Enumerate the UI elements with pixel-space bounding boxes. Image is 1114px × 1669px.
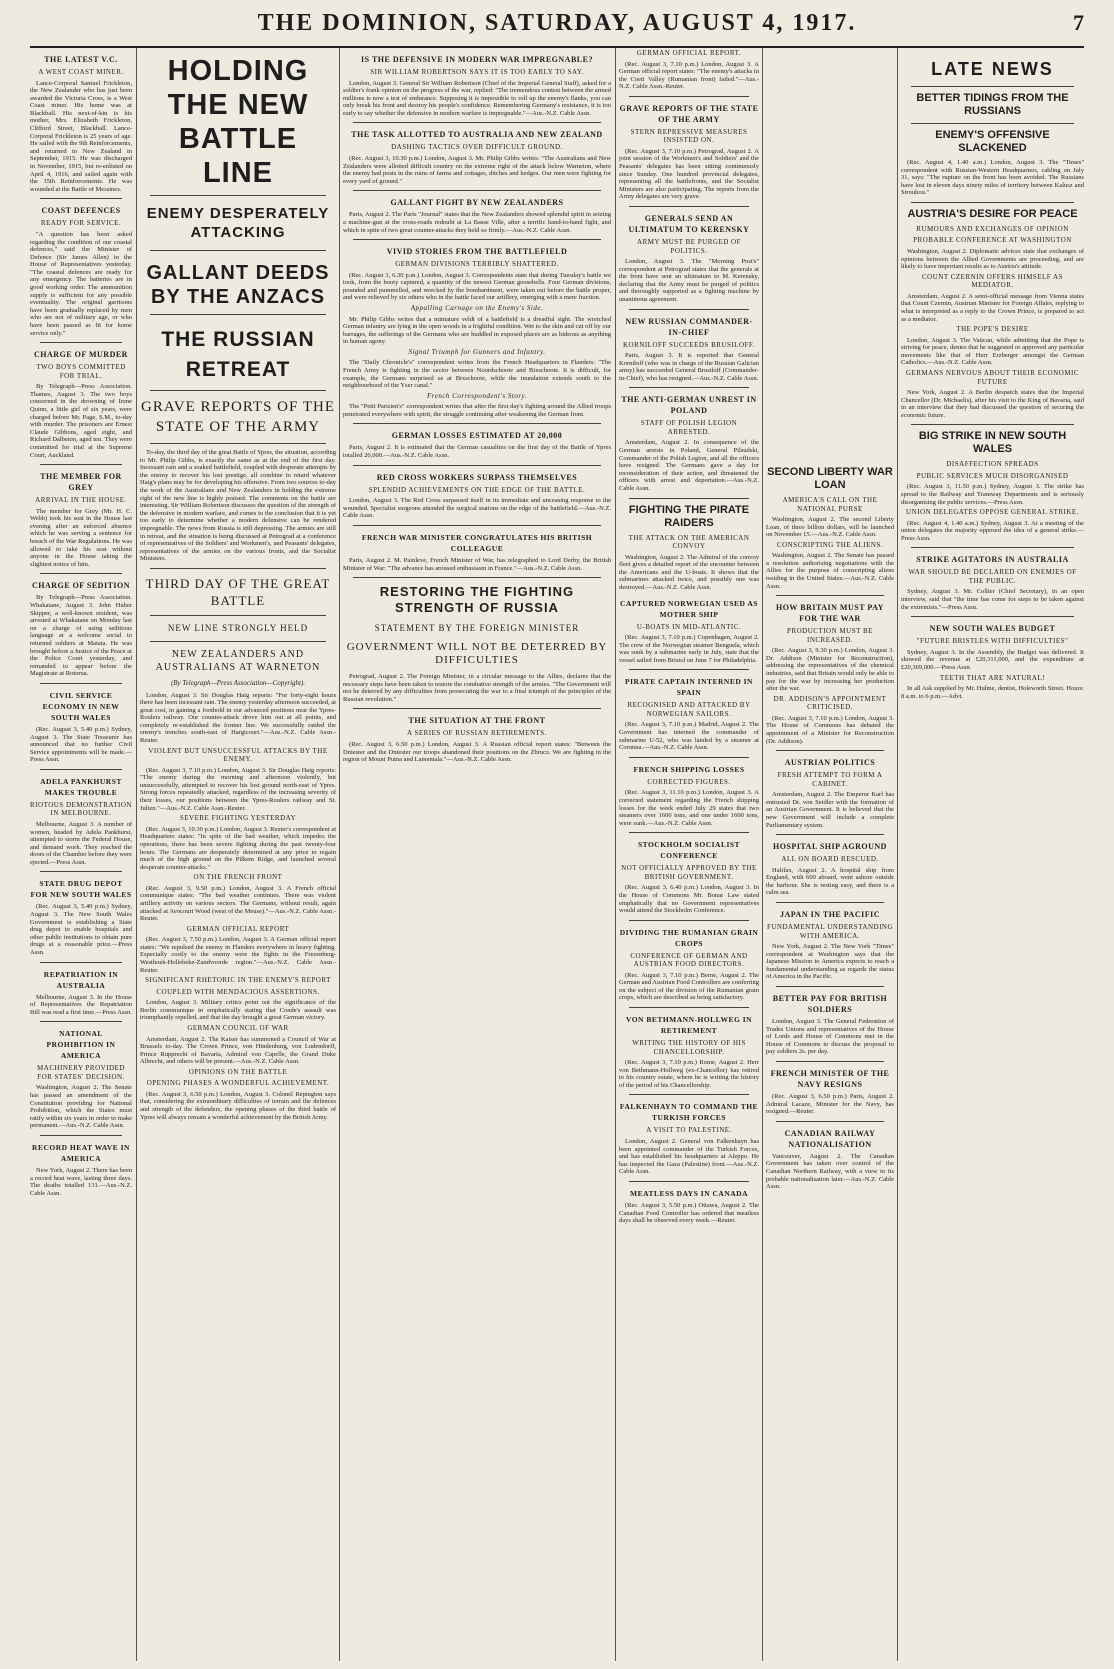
newspaper-title: THE DOMINION, SATURDAY, AUGUST 4, 1917. xyxy=(257,10,857,36)
subheadline: A WEST COAST MINER. xyxy=(38,68,124,76)
subheadline: GERMANS NERVOUS ABOUT THEIR ECONOMIC FUTURE xyxy=(905,369,1080,386)
headline: FIGHTING THE PIRATE RAIDERS xyxy=(628,503,750,529)
article-body: Lance-Corporal Samuel Frickleton, the New Zealander who has just been awarded the Victoria Cross, is a West Coast miner. His home was at Blackball. His next-of-kin is his mother, Mrs. Elizabeth Frickleton, Clifford Street, Blackball. Lance-Corporal Frickleton is 25 years of age. He sailed with the 9th Reinforcements, and returned to New Zealand in September, 1915. He was discharged in November, 1915, but re-enlisted on April 4, 1916, and sailed again with the 15th Reinforcements. He was wounded at the Battle of Messines. xyxy=(30,79,132,193)
subheadline: FRESH ATTEMPT TO FORM A CABINET. xyxy=(777,771,883,788)
article-body: (Rec. August 3, 6.40 p.m.) London, August 3. In the House of Commons Mr. Bonar Law stated emphatically that no Government representatives would attend the Stockholm Conference. xyxy=(619,884,759,915)
article-body: (Rec. August 3, 6.50 p.m.) Paris, August 2. Admiral Lacaze, Minister for the Navy, has resigned.—Reuter. xyxy=(766,1092,894,1116)
article-body: (Rec. August 3, 7.10 p.m.) London, August 3. The House of Commons has debated the appointment of a Minister for Reconstruction (Dr. Addison). xyxy=(766,714,894,745)
article-body: New York, August 2. There has been a record heat wave, lasting three days. The deaths totalled 131.—Aus.-N.Z. Cable Assn. xyxy=(30,1166,132,1197)
headline: NATIONAL PROHIBITION IN AMERICA xyxy=(46,1029,116,1061)
subheadline: Appalling Carnage on the Enemy's Side. xyxy=(410,304,544,312)
subheadline: A VISIT TO PALESTINE. xyxy=(646,1126,732,1135)
subheadline: GERMAN OFFICIAL REPORT. xyxy=(636,49,742,57)
subheadline: RECOGNISED AND ATTACKED BY NORWEGIAN SAILORS. xyxy=(627,701,751,718)
headline: STOCKHOLM SOCIALIST CONFERENCE xyxy=(637,840,741,861)
subheadline: TWO BOYS COMMITTED FOR TRIAL. xyxy=(36,363,126,380)
subheadline: Signal Triumph for Gunners and Infantry. xyxy=(408,347,546,356)
headline: CIVIL SERVICE ECONOMY IN NEW SOUTH WALES xyxy=(42,690,120,722)
page-number: 7 xyxy=(1073,10,1084,35)
subheadline: CONFERENCE OF GERMAN AND AUSTRIAN FOOD DIRECTORS. xyxy=(630,951,748,969)
subheadline: GERMAN COUNCIL OF WAR xyxy=(187,1024,289,1032)
columns xyxy=(30,48,1084,1661)
subheadline: AMERICA'S CALL ON THE NATIONAL PURSE xyxy=(782,496,878,513)
headline: COAST DEFENCES xyxy=(41,206,121,216)
subheadline: French Correspondent's Story. xyxy=(426,391,528,400)
headline: GALLANT DEEDS BY THE ANZACS xyxy=(146,262,330,308)
subheadline: VIOLENT BUT UNSUCCESSFUL ATTACKS BY THE ENEMY. xyxy=(148,746,328,764)
article-body: (Rec. August 3, 7.10 p.m.) Rome, August 2. Herr von Bethmann-Hollweg (ex-Chancellor) has retired to his country estate, where he is writing the history of the period of his Chancellorship. xyxy=(619,1059,759,1089)
article-body: (Rec. August 3, 7.10 p.m.) Petrograd, August 2. A joint session of the Workmen's and Soldiers' and the Peasants' delegates has been sitting continuously since Sunday. One hundred provincial delegates, representing all the battlefronts, and the Socialist Ministers are also participating. The reports from the Army delegates are very grave. xyxy=(619,147,759,201)
headline: GRAVE REPORTS OF THE STATE OF THE ARMY xyxy=(619,103,759,124)
article-body: Sydney, August 3. Mr. Collier (Chief Secretary), in an open interview, said that "the time has come for steps to be taken against the extremists."—Press Assn. xyxy=(901,588,1084,611)
article-body: By Telegraph—Press Association. Whakatane, August 3. John Huber Skipper, a well-known resident, was arrested at Whakatane on Monday last on a charge of using seditious language at a welcome social to returned soldiers at Matata. He was brought before a Justice of the Peace at the Police Court yesterday, and remanded to appear before the Magistrate at Rotorua. xyxy=(30,594,132,678)
article-body: Paris, August 2. It is estimated that the German casualties on the first day of the Battle of Ypres totalled 20,000.—Aus.-N.Z. Cable Assn. xyxy=(343,444,611,460)
headline: NEW RUSSIAN COMMANDER-IN-CHIEF xyxy=(625,316,753,337)
article-body: Amsterdam, August 2. In consequence of the German arrests in Poland, General Pilsudski, Commander of the Polish Legion, and all the officers have resigned. The Germans gave a day for reconsideration of their action, and threatened the officers with arrest and deportation.—Aus.-N.Z. Cable Assn. xyxy=(619,439,759,493)
subheadline: SPLENDID ACHIEVEMENTS ON THE EDGE OF THE BATTLE. xyxy=(368,485,586,494)
headline: RESTORING THE FIGHTING STRENGTH OF RUSSIA xyxy=(379,584,575,616)
headline: ADELA PANKHURST MAKES TROUBLE xyxy=(40,776,122,797)
subheadline: ALL ON BOARD RESCUED. xyxy=(781,855,879,864)
headline: RED CROSS WORKERS SURPASS THEMSELVES xyxy=(376,472,578,482)
headline: FRENCH WAR MINISTER CONGRATULATES HIS BRITISH COLLEAGUE xyxy=(361,532,593,553)
subheadline: SIR WILLIAM ROBERTSON SAYS IT IS TOO EARLY TO SAY. xyxy=(370,68,584,76)
headline: VON BETHMANN-HOLLWEG IN RETIREMENT xyxy=(625,1015,753,1036)
headline: FRENCH MINISTER OF THE NAVY RESIGNS xyxy=(770,1068,890,1089)
article-body: (Rec. August 4, 1.40 a.m.) Sydney, August 3. At a meeting of the union delegates the majority opposed the idea of a general strike.—Press Assn. xyxy=(901,519,1084,542)
subheadline: CORRECTED FIGURES. xyxy=(647,777,731,786)
headline: GENERALS SEND AN ULTIMATUM TO KERENSKY xyxy=(628,214,750,235)
headline: THE TASK ALLOTTED TO AUSTRALIA AND NEW ZEALAND xyxy=(351,130,603,140)
masthead xyxy=(30,6,1084,48)
subheadline: SIGNIFICANT RHETORIC IN THE ENEMY'S REPORT xyxy=(145,976,331,985)
column-divider xyxy=(615,48,616,1661)
headline: CHARGE OF SEDITION xyxy=(31,581,131,591)
subheadline: KORNILOFF SUCCEEDS BRUSILOFF. xyxy=(623,340,755,349)
article-body: The "Petit Parisien's" correspondent writes that after the first day's fighting around the Allied troops penetrated everywhere with spirit, the struggle continuing after weakening the German front. xyxy=(343,403,611,418)
article-body: (Rec. August 3, 5.50 p.m.) Ottawa, August 2. The Canadian Food Controller has ordered that meatless days shall be observed every week.—Reuter. xyxy=(619,1201,759,1225)
article-body: Paris, August 3. It is reported that General Korniloff (who was in charge of the Russian Galician army) has succeeded General Brusiloff (Commander-in-Chief), who has resigned.—Aus.-N.Z. Cable Assn. xyxy=(619,352,759,382)
article-body: (Rec. August 3, 9.30 p.m.) London, August 3. Dr. Addison (Minister for Reconstruction), addressing the representatives of the chemical industries, said that Britain would only be able to pay for the war by increasing her production after the war. xyxy=(766,647,894,693)
subheadline: STAFF OF POLISH LEGION ARRESTED. xyxy=(640,419,738,436)
column-2 xyxy=(140,48,336,1661)
headline: HOW BRITAIN MUST PAY FOR THE WAR xyxy=(775,603,885,624)
article-body: (Rec. August 3, 7.10 p.m.) London, August 3. Sir Douglas Haig reports: "The enemy during the morning and afternoon violently, but unsuccessfully, attempted to recover his lost ground north-east of Ypres. Strong forces repeatedly attacked, regardless of the increasing severity of their losses, our positions between the Ypres-Roulers railway and St. Julien."—Aus.-N.Z. Cable Assn.-Reuter. xyxy=(140,766,336,812)
headline: BIG STRIKE IN NEW SOUTH WALES xyxy=(918,430,1067,456)
article-body: In all Ask supplied by Mr. Hulme, dentist, Holeworth Street. Hours: 8 a.m. to 6 p.m.—Advt. xyxy=(901,685,1084,700)
subheadline: MACHINERY PROVIDED FOR STATES' DECISION. xyxy=(37,1064,125,1081)
article-body: (Rec. August 3, 7.10 p.m.) Copenhagen, August 2. The crew of the Norwegian steamer Benguela, which was sunk by a submarine early in July, state that the vessel sailed from Bristol on June 7 for Philadelphia. xyxy=(619,634,759,664)
article-body: (Rec. August 3, 6.50 p.m.) London, August 3. Colonel Repington says that, considering the extraordinary difficulties of terrain and the defences and strength of the defenders, the opening phases of the third battle of Ypres will always remain a wonderful achievement by the British Army. xyxy=(140,1090,336,1121)
subheadline: DISAFFECTION SPREADS xyxy=(946,460,1039,469)
subheadline: THE POPE'S DESIRE xyxy=(956,325,1029,334)
headline: ENEMY DESPERATELY ATTACKING xyxy=(146,205,330,241)
subheadline: OPENING PHASES A WONDERFUL ACHIEVEMENT. xyxy=(146,1079,330,1088)
column-divider xyxy=(136,48,137,1661)
headline: THIRD DAY OF THE GREAT BATTLE xyxy=(145,575,331,608)
article-body: (Rec. August 3, 7.50 p.m.) London, August 3. A German official report states: "We repulsed the enemy in Flanders everywhere in heavy fighting. Especially costly to the enemy were the fights in the Frezenberg-Westhoek-Hollebeke-Zandvoorde region."—Aus.-N.Z. Cable Assn.-Reuter. xyxy=(140,936,336,974)
subheadline: OPINIONS ON THE BATTLE xyxy=(188,1067,288,1076)
headline: GERMAN LOSSES ESTIMATED AT 20,000 xyxy=(391,431,563,441)
headline: THE ANTI-GERMAN UNREST IN POLAND xyxy=(621,395,757,416)
subheadline: UNION DELEGATES OPPOSE GENERAL STRIKE. xyxy=(906,508,1079,517)
headline: STRIKE AGITATORS IN AUSTRALIA xyxy=(916,555,1069,565)
article-body: London, August 3. The Red Cross surpassed itself in its immediate and unceasing response to the wounded. Specialist surgeons attended the surgical stations on the edge of the battlefield.—Aus.-N.Z. Cable Assn. xyxy=(343,497,611,520)
article-body: Melbourne, August 3. A number of women, headed by Adela Pankhurst, attempted to storm the Federal House, and demand work. They reached the doors of the Chamber before they were ejected.—Press Assn. xyxy=(30,820,132,866)
main-headline: HOLDING THE NEW BATTLE LINE xyxy=(167,55,309,189)
article-body: (Rec. August 3, 6.50 p.m.) London, August 3. A Russian official report states: "Between the Dniester and the Dniester our troops abandoned their positions on the Zbrucz. We are fighting in the region of Mount Putna and Lamentala."—Aus.-N.Z. Cable Assn. xyxy=(343,740,611,764)
headline: IS THE DEFENSIVE IN MODERN WAR IMPREGNABLE? xyxy=(361,55,593,64)
article-body: (Rec. August 3, 10.30 p.m.) London, August 3. Mr. Philip Gibbs writes: "The Australians and New Zealanders were allotted difficult country on the extreme right of the attack below Warneton, where the enemy had posts in the ruins of farms and cottages, ditches and hedges. Our men were fighting for every yard of ground." xyxy=(343,154,611,185)
headline: NEW LINE STRONGLY HELD xyxy=(167,622,309,633)
headline: RECORD HEAT WAVE IN AMERICA xyxy=(32,1142,130,1163)
headline: NEW SOUTH WALES BUDGET xyxy=(929,624,1056,634)
headline: NEW ZEALANDERS AND AUSTRALIANS AT WARNETON xyxy=(155,648,321,673)
article-body: Washington, August 2. The second Liberty Loan, of three billion dollars, will be launched on November 15.—Aus.-N.Z. Cable Assn. xyxy=(766,516,894,539)
subheadline: PRODUCTION MUST BE INCREASED. xyxy=(787,627,873,644)
subheadline: ARRIVAL IN THE HOUSE. xyxy=(35,496,127,505)
article-body: Washington, August 2. Diplomatic advices state that exchanges of opinions between the Allied Governments are proceeding, and are likely to have important results as to Austria's attitude. xyxy=(901,247,1084,271)
subheadline: ARMY MUST BE PURGED OF POLITICS. xyxy=(637,238,741,255)
headline: STATEMENT BY THE FOREIGN MINISTER xyxy=(374,623,580,634)
article-body: (Rec. August 3, 7.10 p.m.) London, August 3. A German official report states: "The enemy's attacks in the Coeti Valley (Rumanian front) failed."—Aus.-N.Z. Cable Assn.-Reuter. xyxy=(619,60,759,91)
article-body: By Telegraph—Press Association. Thames, August 3. The two boys concerned in the drowning of Irene Quinn, a little girl of six years, were charged before Mr. Page, S.M., to-day with murder. The prisoners are Ernest Claude Gibbons, aged eight, and Richard Dalbeton, aged ten. They were committed for trial at the Supreme Court, Auckland. xyxy=(30,383,132,459)
article-body: New York, August 2. The New York "Times" correspondent at Washington says that the Japanese Mission to America expects to reach a fundamental understanding as regards the status of America in the Pacific. xyxy=(766,943,894,981)
article-body: Sydney, August 3. In the Assembly, the Budget was delivered. It showed the revenue at £20,311,000, and the expenditure at £20,369,000.—Press Assn. xyxy=(901,648,1084,671)
article-body: The member for Grey (Mr. H. C. Webb) took his seat in the House last evening after an enforced absence which he was serving a sentence for breach of the War Regulations. He was allowed to take his seat without anyone in the House taking the slightest notice of him. xyxy=(30,507,132,568)
subheadline: STERN REPRESSIVE MEASURES INSISTED ON. xyxy=(630,127,748,145)
headline: ENEMY'S OFFENSIVE SLACKENED xyxy=(935,129,1050,154)
article-body: Amsterdam, August 2. A semi-official message from Vienna states that Count Czernin, Austrian Minister for Foreign Affairs, replying to what is interpreted as a reply to the Crown Prince, is prepared to act as a mediator. xyxy=(901,292,1084,323)
article-body: To-day, the third day of the great Battle of Ypres, the situation, according to Mr. Philip Gibbs, is exactly the same as at the end of the first day. Incessant rain and a soaked battlefield, coupled with desperate attempts by the enemy to recover his lost prestige, all combine to retard whatever Haig's plans may be for developing his offensive. From two sources to-day the work of the Australians and New Zealanders in holding the extreme right of the new line is highly praised. The comments on the battle are interesting. Sir William Robertson discusses the question of the strength of the defensive in modern warfare, and comes to the conclusion that it is yet too early to determine whether a modern defensive can be rendered impregnable. The news from Russia is still depressing. The armies are still in retreat, and the situation is being discussed at Petrograd at a conference of representatives of the Soldiers' and Workmen's, and Peasants' delegates, representatives of the armies on the various fronts, and the Socialist Ministers. xyxy=(140,449,336,563)
article-body: Washington, August 2. The Senate has passed a resolution authorising negotiations with the Allies for the purpose of conscripting aliens residing in the United States.—Aus.-N.Z. Cable Assn. xyxy=(766,552,894,590)
article-body: (Rec. August 3, 6.30 p.m.) London, August 3. Correspondents state that during Tuesday's battle we took, from the booty captured, a quantity of the newest German goosebells. Four German divisions, pounded and pummelled, and wrecked by the bombardment, were taken out before the battle proper, and were relieved by six others who in the battle faced our artillery, emerging with a mere fraction. xyxy=(343,271,611,302)
subheadline: U-BOATS IN MID-ATLANTIC. xyxy=(636,622,742,631)
article-body: (Rec. August 3, 7.10 p.m.) Berne, August 2. The German and Austrian Food Controllers are conferring on the subject of the division of the Rumanian grain crops, which are described as being satisfactory. xyxy=(619,971,759,1002)
article-body: London, August 2. General von Falkenhayn has been appointed commander of the Turkish Forces, and has established his headquarters at Aleppo. He has inspected the Gaza (Palestine) front.—Aus.-N.Z. Cable Assn. xyxy=(619,1137,759,1176)
headline: THE LATEST V.C. xyxy=(44,55,118,64)
subheadline: GERMAN OFFICIAL REPORT xyxy=(186,924,290,933)
headline: AUSTRIAN POLITICS xyxy=(784,758,876,768)
column-1 xyxy=(30,48,132,1661)
headline: MEATLESS DAYS IN CANADA xyxy=(630,1188,748,1198)
subheadline: RIOTOUS DEMONSTRATION IN MELBOURNE. xyxy=(30,800,132,818)
article-body: Halifax, August 2. A hospital ship from England, with 600 aboard, went ashore outside the harbour. She is resting easy, and there is a calm sea. xyxy=(766,866,894,897)
subheadline: DASHING TACTICS OVER DIFFICULT GROUND. xyxy=(391,143,563,152)
subheadline: PUBLIC SERVICES MUCH DISORGANISED xyxy=(916,471,1069,480)
subheadline: ON THE FRENCH FRONT xyxy=(193,873,283,882)
subheadline: "FUTURE BRISTLES WITH DIFFICULTIES" xyxy=(916,637,1069,646)
credit-line: (By Telegraph—Press Association—Copyright). xyxy=(170,678,306,687)
headline: STATE DRUG DEPOT FOR NEW SOUTH WALES xyxy=(30,879,132,900)
article-body: London, August 3. General Sir William Robertson (Chief of the Imperial General Staff), asked for a soldier's frank opinion on the progress of the war, replied: "The tremendous contest between the armed millions is now a test of endurance. Supposing it is impossible to roll up the enemy's flanks, you can only break his front and destroy his people's confidence. Remembering Germany's resistance, it is too early to say whether the defensive in modern warfare is impregnable."—Aus.-N.Z. Cable Assn. xyxy=(343,79,611,117)
headline: FALKENHAYN TO COMMAND THE TURKISH FORCES xyxy=(619,1102,759,1123)
subheadline: WRITING THE HISTORY OF HIS CHANCELLORSHIP. xyxy=(632,1039,746,1056)
headline: THE SITUATION AT THE FRONT xyxy=(408,716,546,726)
column-divider xyxy=(897,48,898,1661)
subheadline: THE ATTACK ON THE AMERICAN CONVOY xyxy=(628,533,750,551)
article-body: London, August 3. The "Morning Post's" correspondent at Petrograd states that the generals at the front have sent an ultimatum to M. Kerensky, declaring that the Army must be purged of politics and thoroughly supported as a fighting machine by unanimous agreement. xyxy=(619,258,759,303)
headline: THE RUSSIAN RETREAT xyxy=(161,328,315,381)
headline: HOSPITAL SHIP AGROUND xyxy=(773,842,887,852)
headline: CAPTURED NORWEGIAN USED AS MOTHER SHIP xyxy=(620,598,758,619)
article-body: (Rec. August 3, 7.10 p.m.) Madrid, August 2. The Government has interned the commander of submarine U-52, who was landed by a steamer at Corunna.—Aus.-N.Z. Cable Assn. xyxy=(619,721,759,752)
headline: VIVID STORIES FROM THE BATTLEFIELD xyxy=(386,247,568,257)
column-divider xyxy=(339,48,340,1661)
article-body: Washington, August 2. The Senate has passed an amendment of the Constitution providing for National Prohibition, which the States must ratify within six years in order to make permanent.—Aus.-N.Z. Cable Assn. xyxy=(30,1084,132,1130)
headline: AUSTRIA'S DESIRE FOR PEACE xyxy=(907,207,1078,220)
headline: GRAVE REPORTS OF THE STATE OF THE ARMY xyxy=(141,399,335,435)
column-6 xyxy=(901,48,1084,1661)
headline: GOVERNMENT WILL NOT BE DETERRED BY DIFFICULTIES xyxy=(346,641,608,667)
article-body: Melbourne, August 3. In the House of Representatives the Repatriation Bill was read a first time.—Press Assn. xyxy=(30,993,132,1016)
subheadline: DR. ADDISON'S APPOINTMENT CRITICISED. xyxy=(773,694,887,712)
headline: GALLANT FIGHT BY NEW ZEALANDERS xyxy=(390,198,564,208)
article-body: Paris, August 2. The Paris "Journal" states that the New Zealanders showed splendid spirit in seizing a machine-gun at the cross-roads redoubt at La Basse Ville, after a terrific hand-to-hand fight, and which in spite of two great counter-attacks they held so firmly.—Aus.-N.Z. Cable Assn. xyxy=(343,211,611,234)
subheadline: READY FOR SERVICE. xyxy=(40,219,122,228)
article-body: The "Daily Chronicle's" correspondent writes from the French Headquarters in Flanders: "The French Army is fighting in the sector between Noordschoote and Bixschoote. It is difficult, for example, the Germans surprised us at Bixschoote, while the inundation extends south to the neighbourhood of the Yser canal." xyxy=(343,359,611,390)
article-body: Paris, August 2. M. Painleve, French Minister of War, has telegraphed to Lord Derby, the British Minister of War: "The advance has aroused enthusiasm in France."—Aus.-N.Z. Cable Assn. xyxy=(343,556,611,572)
article-body: (Rec. August 3, 5.40 p.m.) Sydney, August 3. The State Treasurer has announced that no further Civil Service appointments will be made.—Press Assn. xyxy=(30,725,132,764)
article-body: (Rec. August 3, 5.40 p.m.) Sydney, August 3. The New South Wales Government is establishing a State drug depot to enable hospitals and other public institutions to obtain pure drugs at a reasonable price.—Press Assn. xyxy=(30,903,132,957)
subheadline: GERMAN DIVISIONS TERRIBLY SHATTERED. xyxy=(395,260,559,269)
subheadline: TEETH THAT ARE NATURAL! xyxy=(939,673,1046,682)
article-body: Vancouver, August 2. The Canadian Government has taken over control of the Canadian Northern Railway, with a view to its probable nationalisation later.—Aus.-N.Z. Cable Assn. xyxy=(766,1152,894,1191)
article-body: Amsterdam, August 2. The Emperor Karl has entrusted Dr. von Seidler with the formation of an Austrian Government. It is believed that the new Government will include a complete Parliamentary system. xyxy=(766,791,894,829)
article-body: London, August 3. Military critics point out the significance of the Berlin communique in emphatically stating that Conde's assault was triumphantly repelled, and that the day brought a great German victory. xyxy=(140,999,336,1022)
headline: BETTER TIDINGS FROM THE RUSSIANS xyxy=(916,92,1069,117)
headline: FRENCH SHIPPING LOSSES xyxy=(633,764,745,774)
article-body: London, August 3. The General Federation of Trades Unions and representatives of the House of Lords and House of Commons met in the House of Commons to discuss the proposal to pay soldiers 2s. per day. xyxy=(766,1018,894,1056)
subheadline: COUPLED WITH MENDACIOUS ASSERTIONS. xyxy=(156,987,320,996)
late-news-banner: LATE NEWS xyxy=(931,59,1054,79)
article-body: "A question has been asked regarding the condition of our coastal defences," said the Minister of Defence (Sir James Allen) in the House of Representatives yesterday. "The coastal defences are ready for any emergency. The batteries are in good working order. The ammunition supply is sufficient for any possible eventuality. The original garrisons have been gradually replaced by men who are not of military age, or who have been passed as fit for home service only." xyxy=(30,230,132,337)
column-4 xyxy=(619,48,759,1661)
headline: THE MEMBER FOR GREY xyxy=(40,472,122,493)
headline: JAPAN IN THE PACIFIC xyxy=(779,910,880,920)
article-body: (Rec. August 3, 9.50 p.m.) London, August 3. A French official communique states: "The bad weather continues. There was violent artillery activity on various sectors. The Germans, without result, again attacked at Avocourt Wood (west of the Meuse)."—Aus.-N.Z. Cable Assn.-Reuter. xyxy=(140,884,336,923)
article-body: London, August 3. Sir Douglas Haig reports: "For forty-eight hours there has been incessant rain. The enemy yesterday afternoon succeeded, at great cost, in gaining a foothold in our advanced positions near the Ypres-Roulers railway. Our counter-attack drove him out at all points, and completely re-established the former line. We successfully raided the enemy's trenches south-east of Hargicourt."—Aus.-N.Z. Cable Assn.-Reuter. xyxy=(140,691,336,745)
headline: SECOND LIBERTY WAR LOAN xyxy=(767,466,893,491)
subheadline: NOT OFFICIALLY APPROVED BY THE BRITISH GOVERNMENT. xyxy=(621,864,757,881)
subheadline: COUNT CZERNIN OFFERS HIMSELF AS MEDIATOR. xyxy=(921,272,1063,290)
column-divider xyxy=(762,48,763,1661)
subheadline: CONSCRIPTING THE ALIENS. xyxy=(776,540,884,549)
headline: CHARGE OF MURDER xyxy=(34,350,128,360)
subheadline: WAR SHOULD BE DECLARED ON ENEMIES OF THE PUBLIC. xyxy=(908,568,1077,585)
headline: BETTER PAY FOR BRITISH SOLDIERS xyxy=(772,994,888,1014)
column-5 xyxy=(766,48,894,1661)
subheadline: SEVERE FIGHTING YESTERDAY xyxy=(179,814,297,823)
article-body: (Rec. August 3, 11.10 p.m.) London, August 3. A corrected statement regarding the French shipping losses for the week ended July 29 states that two steamers over 1600 tons, and one under 1600 tons, were sunk.—Aus.-N.Z. Cable Assn. xyxy=(619,789,759,827)
headline: PIRATE CAPTAIN INTERNED IN SPAIN xyxy=(625,677,753,698)
article-body: (Rec. August 4, 1.40 a.m.) London, August 3. The "Times" correspondent with Russian-Western Headquarters, cabling on July 31, says: "The rupture on the front has been avoided. The Russians have lost in eleven days ninety miles of territory between Kalusz and Strouhou." xyxy=(901,159,1084,197)
article-body: Mr. Philip Gibbs writes that a miniature veldt of a battlefield is a dreadful sight. The wretched German infantry are lying in the open woods in a frightful condition. Wet to the skin and cut off by our barrages, the sufferings of the Germans who are huddled in exposed places are as hideous as anything in human agony. xyxy=(343,315,611,346)
subheadline: RUMOURS AND EXCHANGES OF OPINION xyxy=(916,224,1069,233)
article-body: Amsterdam, August 2. The Kaiser has summoned a Council of War at Brussels to-day. The Crown Prince, von Hindenburg, von Ludendorff, Prince Rupprecht of Bavaria, Admiral von Capelle, the Grand Duke Albrecht, and others will be present.—Aus.-N.Z. Cable Assn. xyxy=(140,1035,336,1066)
article-body: New York, August 2. A Berlin despatch states that the Imperial Chancellor (Dr. Michaelis), after his visit to the King of Bavaria, said in an interview that they had discussed the question of securing the economic future. xyxy=(901,389,1084,419)
subheadline: PROBABLE CONFERENCE AT WASHINGTON xyxy=(913,236,1072,245)
headline: CANADIAN RAILWAY NATIONALISATION xyxy=(784,1128,876,1149)
article-body: Washington, August 2. The Admiral of the convoy fleet gives a detailed report of the encounter between the Americans and the U-boats. It shows that the submarines attacked twice, and possibly one was destroyed.—Aus.-N.Z. Cable Assn. xyxy=(619,553,759,591)
headline: DIVIDING THE RUMANIAN GRAIN CROPS xyxy=(619,927,759,948)
subheadline: FUNDAMENTAL UNDERSTANDING WITH AMERICA. xyxy=(766,923,894,940)
article-body: (Rec. August 3, 11.50 p.m.) Sydney, August 3. The strike has spread to the Railway and Tramway Departments and is seriously disorganising the public services.—Press Assn. xyxy=(901,483,1084,506)
headline: REPATRIATION IN AUSTRALIA xyxy=(43,969,119,990)
article-body: (Rec. August 3, 10.30 p.m.) London, August 3. Reuter's correspondent at Headquarters states: "In spite of the bad weather, which impedes the operations, there has been severe fighting during the past twenty-four hours. The Germans are desperately determined at any price to regain much of the high ground on the Pilkem Ridge, and launched several desperate counter-attacks." xyxy=(140,825,336,871)
column-3 xyxy=(343,48,611,1661)
article-body: Petrograd, August 2. The Foreign Minister, in a circular message to the Allies, declares that the necessary steps have been taken to restore the combative strength of the armies. "The Government will not be deterred by any difficulties from prosecuting the war to a final triumph of the principles of the Russian revolution." xyxy=(343,673,611,703)
subheadline: A SERIES OF RUSSIAN RETIREMENTS. xyxy=(407,729,547,738)
article-body: London, August 3. The Vatican, while admitting that the Pope is striving for peace, denies that he suggested or approved any particular movements like that of Herr Erzberger amongst the German Catholics.—Aus.-N.Z. Cable Assn. xyxy=(901,336,1084,367)
